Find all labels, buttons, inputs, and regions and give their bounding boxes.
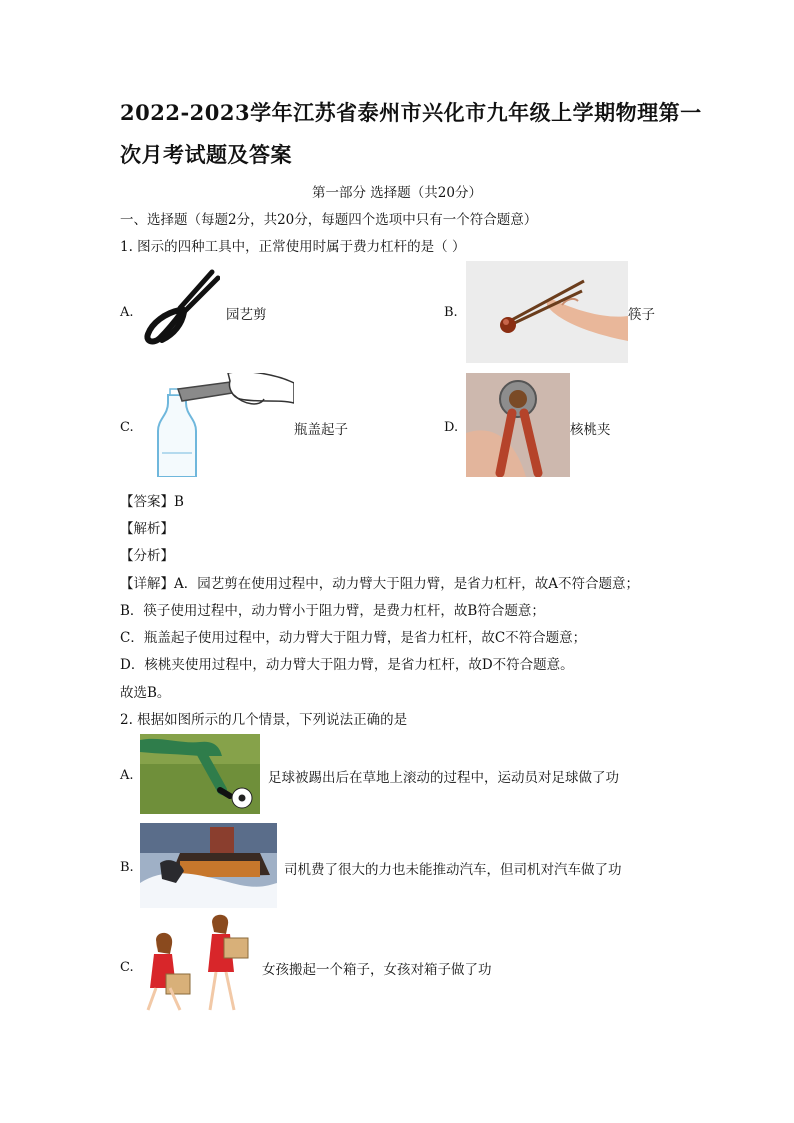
q2-option-a-caption: 足球被踢出后在草地上滚动的过程中，运动员对足球做了功 xyxy=(268,770,619,786)
instructions: 一、选择题（每题2分，共20分，每题四个选项中只有一个符合题意） xyxy=(120,212,538,228)
q2-stem: 2. 根据如图所示的几个情景，下列说法正确的是 xyxy=(120,712,408,728)
q2-option-c-caption: 女孩搬起一个箱子，女孩对箱子做了功 xyxy=(262,962,492,978)
section-heading: 第一部分 选择题（共20分） xyxy=(312,185,482,201)
q2-option-c-letter: C. xyxy=(120,960,134,975)
garden-shears-image xyxy=(140,268,220,348)
chopsticks-image xyxy=(466,261,628,363)
q1-detail-c: C．瓶盖起子使用过程中，动力臂大于阻力臂，是省力杠杆，故C不符合题意； xyxy=(120,630,587,646)
q1-option-b-letter: B. xyxy=(444,305,458,320)
q1-analysis-label: 【解析】 xyxy=(120,521,174,537)
q1-fenxi-label: 【分析】 xyxy=(120,548,174,564)
q1-option-d-letter: D. xyxy=(444,420,459,435)
q1-option-d-caption: 核桃夹 xyxy=(570,422,611,438)
q2-option-a-letter: A. xyxy=(120,768,134,783)
q1-option-b-caption: 筷子 xyxy=(628,307,655,323)
q1-option-c-caption: 瓶盖起子 xyxy=(294,422,348,438)
bottle-opener-image xyxy=(148,373,294,477)
q1-option-a-letter: A. xyxy=(120,305,134,320)
q1-detail-b: B．筷子使用过程中，动力臂小于阻力臂，是费力杠杆，故B符合题意； xyxy=(120,603,545,619)
q1-stem: 1. 图示的四种工具中，正常使用时属于费力杠杆的是（ ） xyxy=(120,239,466,255)
soccer-kick-image xyxy=(140,734,260,814)
q1-conclusion: 故选B。 xyxy=(120,685,171,701)
q1-option-c-letter: C. xyxy=(120,420,134,435)
q1-detail-a: 【详解】A．园艺剪在使用过程中，动力臂大于阻力臂，是省力杠杆，故A不符合题意； xyxy=(120,576,639,592)
q2-option-b-caption: 司机费了很大的力也未能推动汽车，但司机对汽车做了功 xyxy=(284,862,622,878)
girl-lifting-box-image xyxy=(140,914,260,1018)
q1-option-a-caption: 园艺剪 xyxy=(226,307,267,323)
push-car-snow-image xyxy=(140,823,277,908)
q1-answer: 【答案】B xyxy=(120,494,184,510)
q1-detail-d: D．核桃夹使用过程中，动力臂大于阻力臂，是省力杠杆，故D不符合题意。 xyxy=(120,657,574,673)
document-title-line1: 2022-2023学年江苏省泰州市兴化市九年级上学期物理第一 xyxy=(120,100,702,125)
q2-option-b-letter: B. xyxy=(120,860,134,875)
nutcracker-image xyxy=(466,373,570,477)
document-title-line2: 次月考试题及答案 xyxy=(120,142,292,167)
